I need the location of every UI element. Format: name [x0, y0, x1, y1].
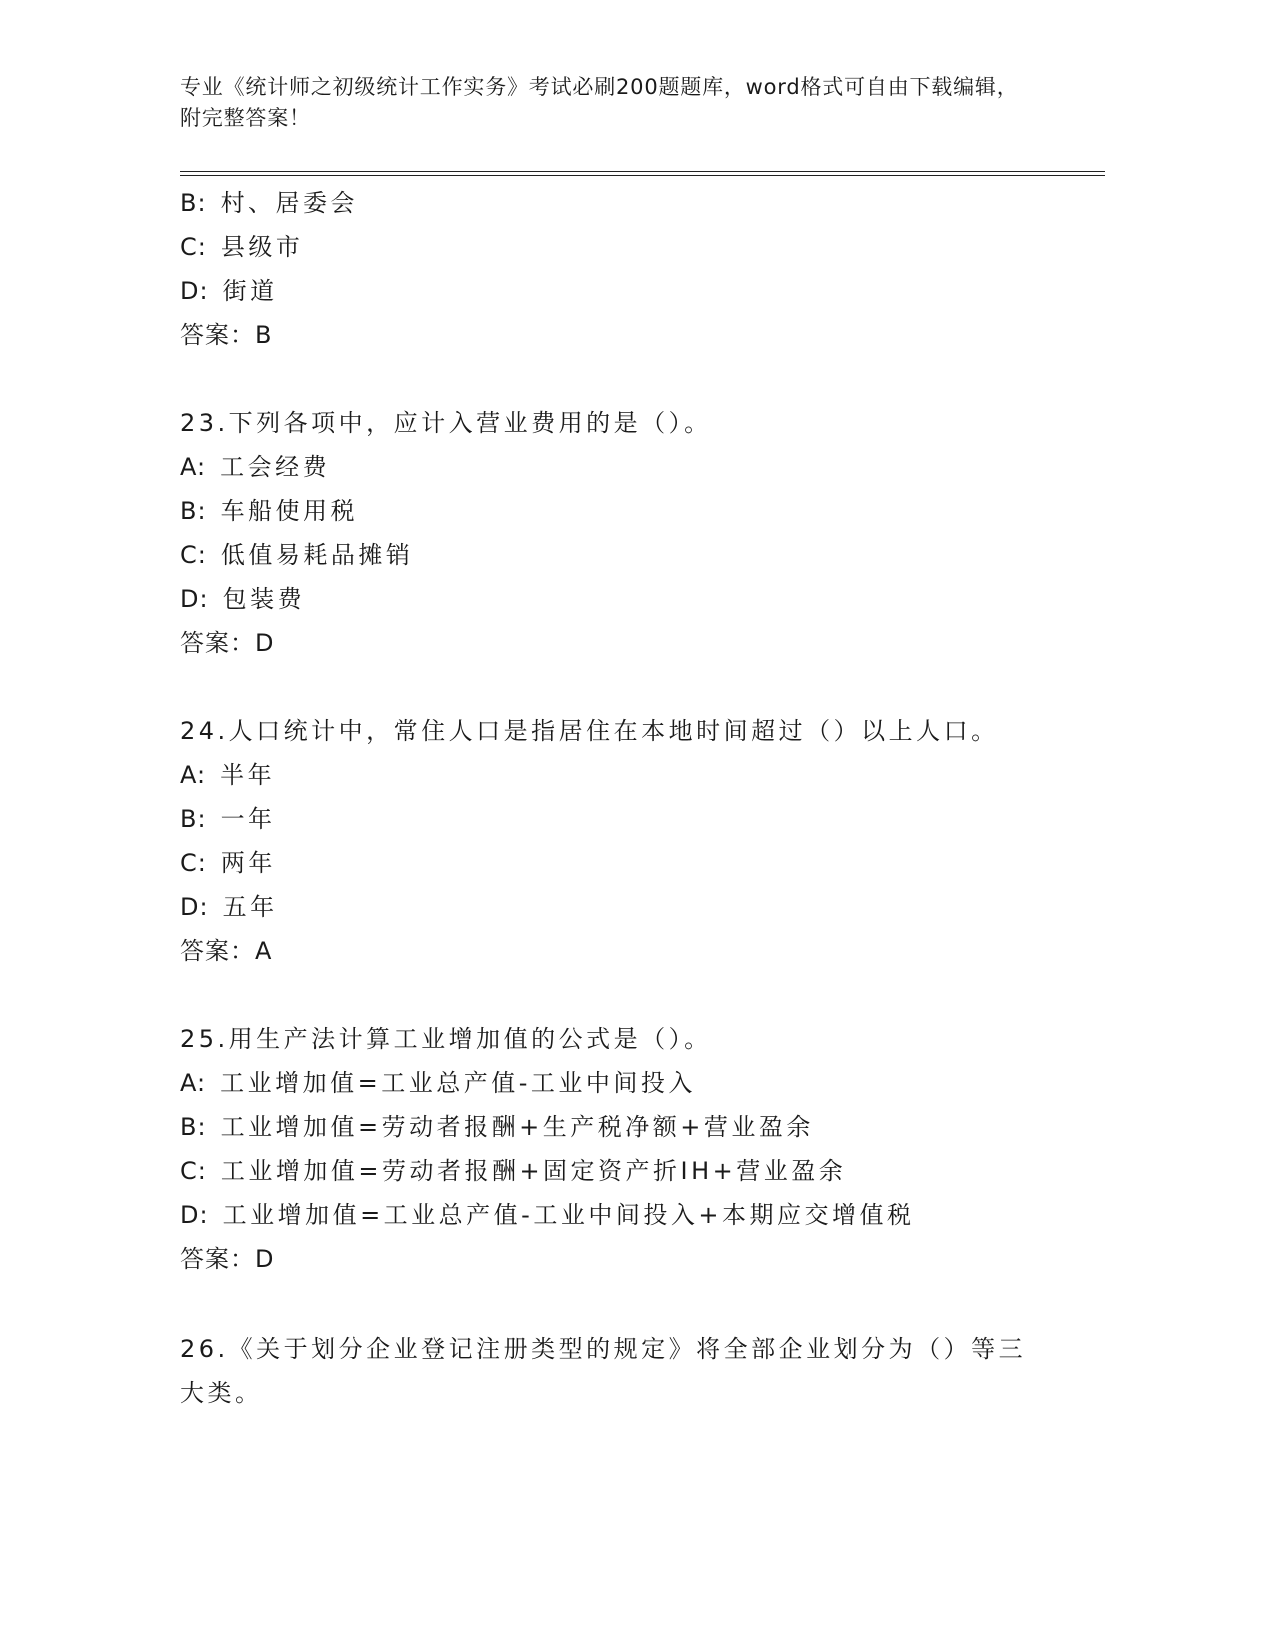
- option-c: C: 低值易耗品摊销: [180, 541, 414, 569]
- option-a: A: 半年: [180, 761, 276, 789]
- question-24-block: [180, 711, 1105, 975]
- option-c: C: 工业增加值=劳动者报酬+固定资产折IH+营业盈余: [180, 1157, 847, 1185]
- option-d: D: 包装费: [180, 585, 306, 613]
- option-a: A: 工会经费: [180, 453, 331, 481]
- option-c: C: 县级市: [180, 233, 304, 261]
- option-b: B: 村、居委会: [180, 189, 359, 217]
- answer-line: 答案：D: [180, 1245, 275, 1273]
- option-d: D: 五年: [180, 893, 278, 921]
- question-stem: 25.用生产法计算工业增加值的公式是（）。: [180, 1025, 712, 1053]
- answer-line: 答案：A: [180, 937, 273, 965]
- question-stem: 23.下列各项中，应计入营业费用的是（）。: [180, 409, 712, 437]
- question-25-block: [180, 1019, 1105, 1283]
- document-header: 专业《统计师之初级统计工作实务》考试必刷200题题库，word格式可自由下载编辑，附完整答案！: [180, 75, 1019, 130]
- question-23-block: [180, 403, 1105, 667]
- option-d: D: 工业增加值=工业总产值-工业中间投入+本期应交增值税: [180, 1201, 915, 1229]
- option-b: B: 车船使用税: [180, 497, 359, 525]
- question-26-block: [180, 1327, 1105, 1415]
- answer-line: 答案：B: [180, 321, 273, 349]
- header-rule-thin: [180, 171, 1105, 172]
- option-b: B: 一年: [180, 805, 276, 833]
- question-stem: 26.《关于划分企业登记注册类型的规定》将全部企业划分为（）等三大类。: [180, 1335, 1027, 1407]
- question-stem: 24.人口统计中，常住人口是指居住在本地时间超过（）以上人口。: [180, 717, 999, 745]
- question-list: [180, 183, 1105, 1415]
- option-d: D: 街道: [180, 277, 278, 305]
- partial-question-block: [180, 183, 1105, 359]
- option-b: B: 工业增加值=劳动者报酬+生产税净额+营业盈余: [180, 1113, 814, 1141]
- header-rule-thick: [180, 175, 1105, 176]
- option-c: C: 两年: [180, 849, 276, 877]
- answer-line: 答案：D: [180, 629, 275, 657]
- option-a: A: 工业增加值=工业总产值-工业中间投入: [180, 1069, 696, 1097]
